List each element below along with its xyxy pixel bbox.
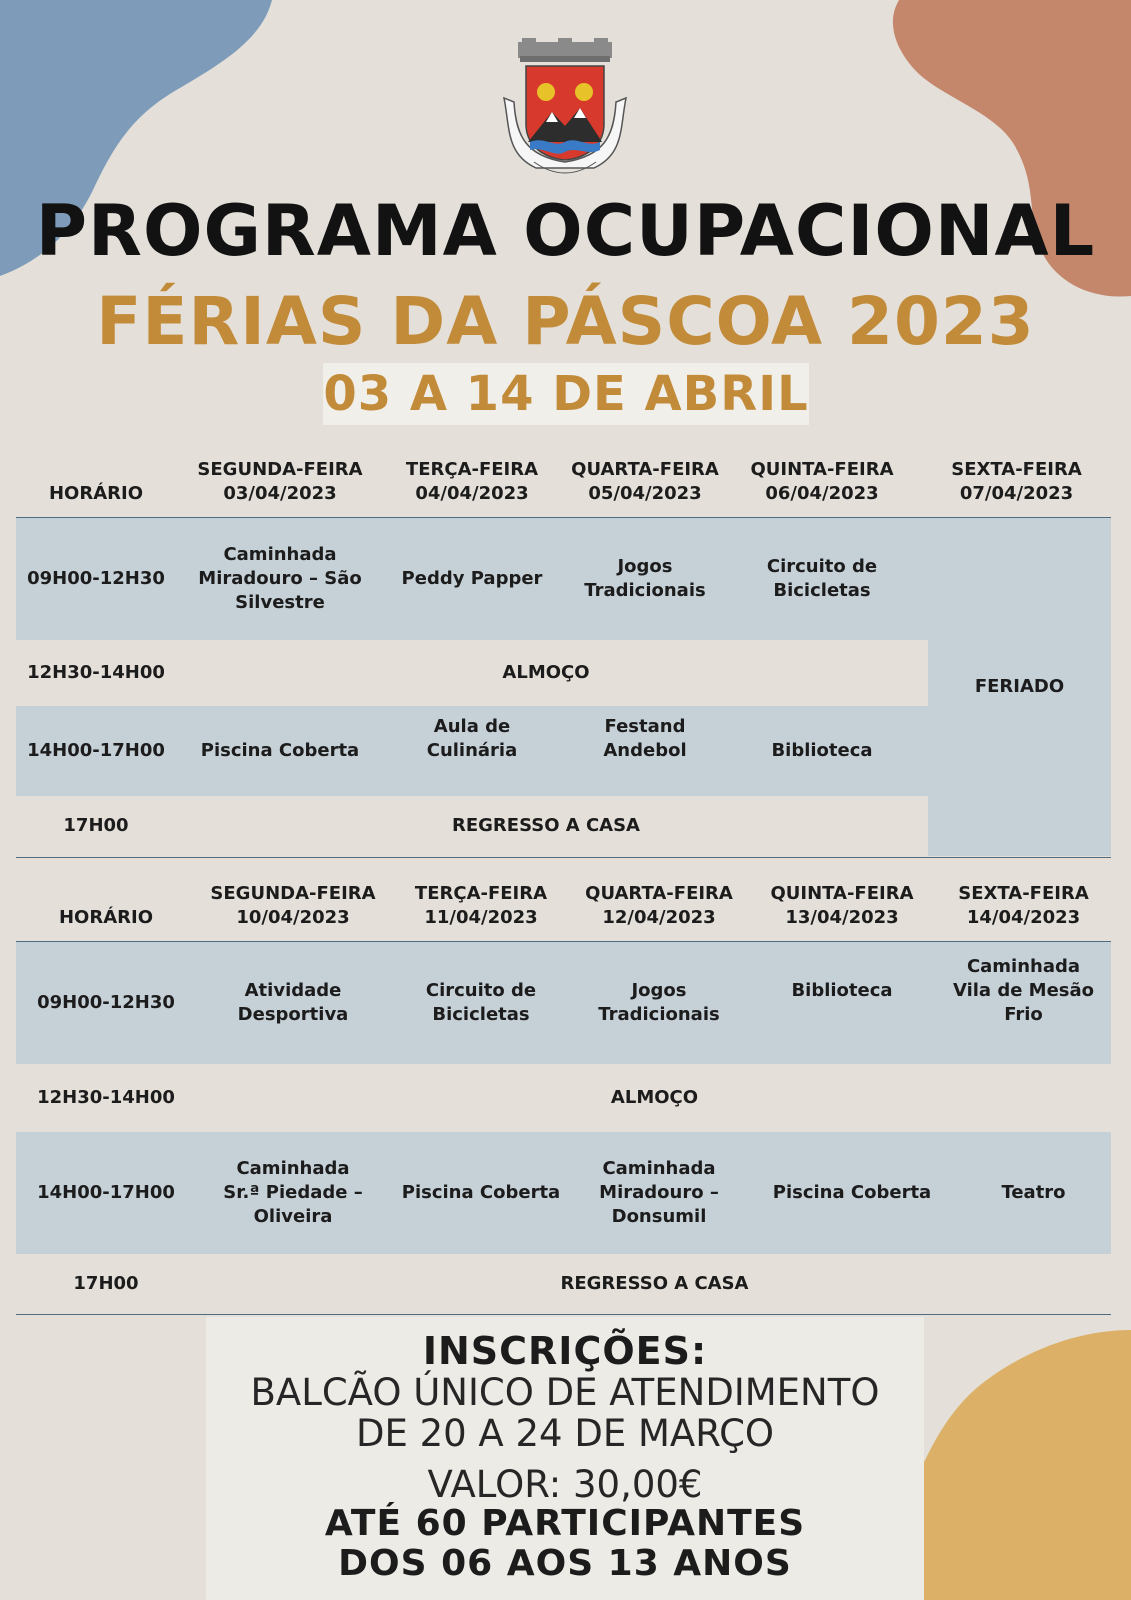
time-slot-label: 09H00-12H30 (37, 992, 175, 1013)
registration-info (206, 1317, 924, 1600)
registration-place: BALCÃO ÚNICO DE ATENDIMENTO DE 20 A 24 DE MARÇO (250, 1371, 880, 1455)
table-bottom-rule (16, 857, 1111, 858)
participants-info: ATÉ 60 PARTICIPANTES DOS 06 AOS 13 ANOS (324, 1503, 806, 1584)
lunch-cell: ALMOÇO (610, 1087, 699, 1108)
activity-cell: Piscina Coberta (772, 1182, 932, 1203)
week-1-schedule (16, 459, 1111, 858)
price: VALOR: 30,00€ (427, 1463, 703, 1506)
activity-cell: Caminhada Sr.ª Piedade – Oliveira (223, 1158, 363, 1227)
activity-cell: Caminhada Vila de Mesão Frio (952, 956, 1095, 1025)
activity-cell: Aula de Culinária (426, 716, 518, 761)
page-subtitle: FÉRIAS DA PÁSCOA 2023 (96, 283, 1035, 360)
activity-cell: Caminhada Miradouro – Donsumil (599, 1158, 719, 1227)
day-header: TERÇA-FEIRA 11/04/2023 (414, 883, 548, 928)
day-header: QUINTA-FEIRA 13/04/2023 (770, 883, 914, 928)
day-header: QUINTA-FEIRA 06/04/2023 (750, 459, 894, 504)
return-home-cell: REGRESSO A CASA (451, 815, 640, 836)
day-header: TERÇA-FEIRA 04/04/2023 (405, 459, 539, 504)
activity-cell: Jogos Tradicionais (598, 980, 720, 1025)
page-title: PROGRAMA OCUPACIONAL (35, 190, 1096, 272)
activity-cell: Piscina Coberta (200, 740, 360, 761)
activity-cell: Festand Andebol (603, 716, 687, 761)
registration-title: INSCRIÇÕES: (422, 1329, 708, 1373)
day-header: SEXTA-FEIRA 14/04/2023 (958, 883, 1089, 928)
day-header: QUARTA-FEIRA 12/04/2023 (585, 883, 733, 928)
time-slot-label: 09H00-12H30 (27, 568, 165, 589)
activity-cell: Teatro (1001, 1182, 1066, 1203)
time-slot-label: 12H30-14H00 (37, 1087, 175, 1108)
day-header: QUARTA-FEIRA 05/04/2023 (571, 459, 719, 504)
municipal-crest-icon (496, 38, 634, 182)
activity-cell: Peddy Papper (401, 568, 543, 589)
activity-cell: Caminhada Miradouro – São Silvestre (198, 544, 362, 613)
return-home-cell: REGRESSO A CASA (560, 1273, 749, 1294)
time-header: HORÁRIO (58, 907, 154, 928)
time-slot-label: 17H00 (63, 815, 129, 836)
time-header: HORÁRIO (48, 483, 144, 504)
holiday-cell: FERIADO (974, 676, 1065, 697)
time-slot-label: 14H00-17H00 (37, 1182, 175, 1203)
time-slot-label: 14H00-17H00 (27, 740, 165, 761)
day-header: SEGUNDA-FEIRA 03/04/2023 (197, 459, 363, 504)
activity-cell: Circuito de Bicicletas (425, 980, 537, 1025)
activity-cell: Atividade Desportiva (237, 980, 349, 1025)
activity-cell: Biblioteca (791, 980, 893, 1001)
activity-cell: Piscina Coberta (401, 1182, 561, 1203)
day-header: SEXTA-FEIRA 07/04/2023 (951, 459, 1082, 504)
lunch-cell: ALMOÇO (502, 662, 590, 683)
time-slot-label: 17H00 (73, 1273, 139, 1294)
date-range-banner: 03 A 14 DE ABRIL (323, 363, 809, 425)
week-2-schedule (16, 883, 1111, 1317)
activity-cell: Biblioteca (771, 740, 873, 761)
activity-cell: Circuito de Bicicletas (766, 556, 878, 601)
day-header: SEGUNDA-FEIRA 10/04/2023 (210, 883, 376, 928)
time-slot-label: 12H30-14H00 (27, 662, 165, 683)
table-bottom-rule (16, 1314, 1111, 1315)
activity-cell: Jogos Tradicionais (584, 556, 706, 601)
